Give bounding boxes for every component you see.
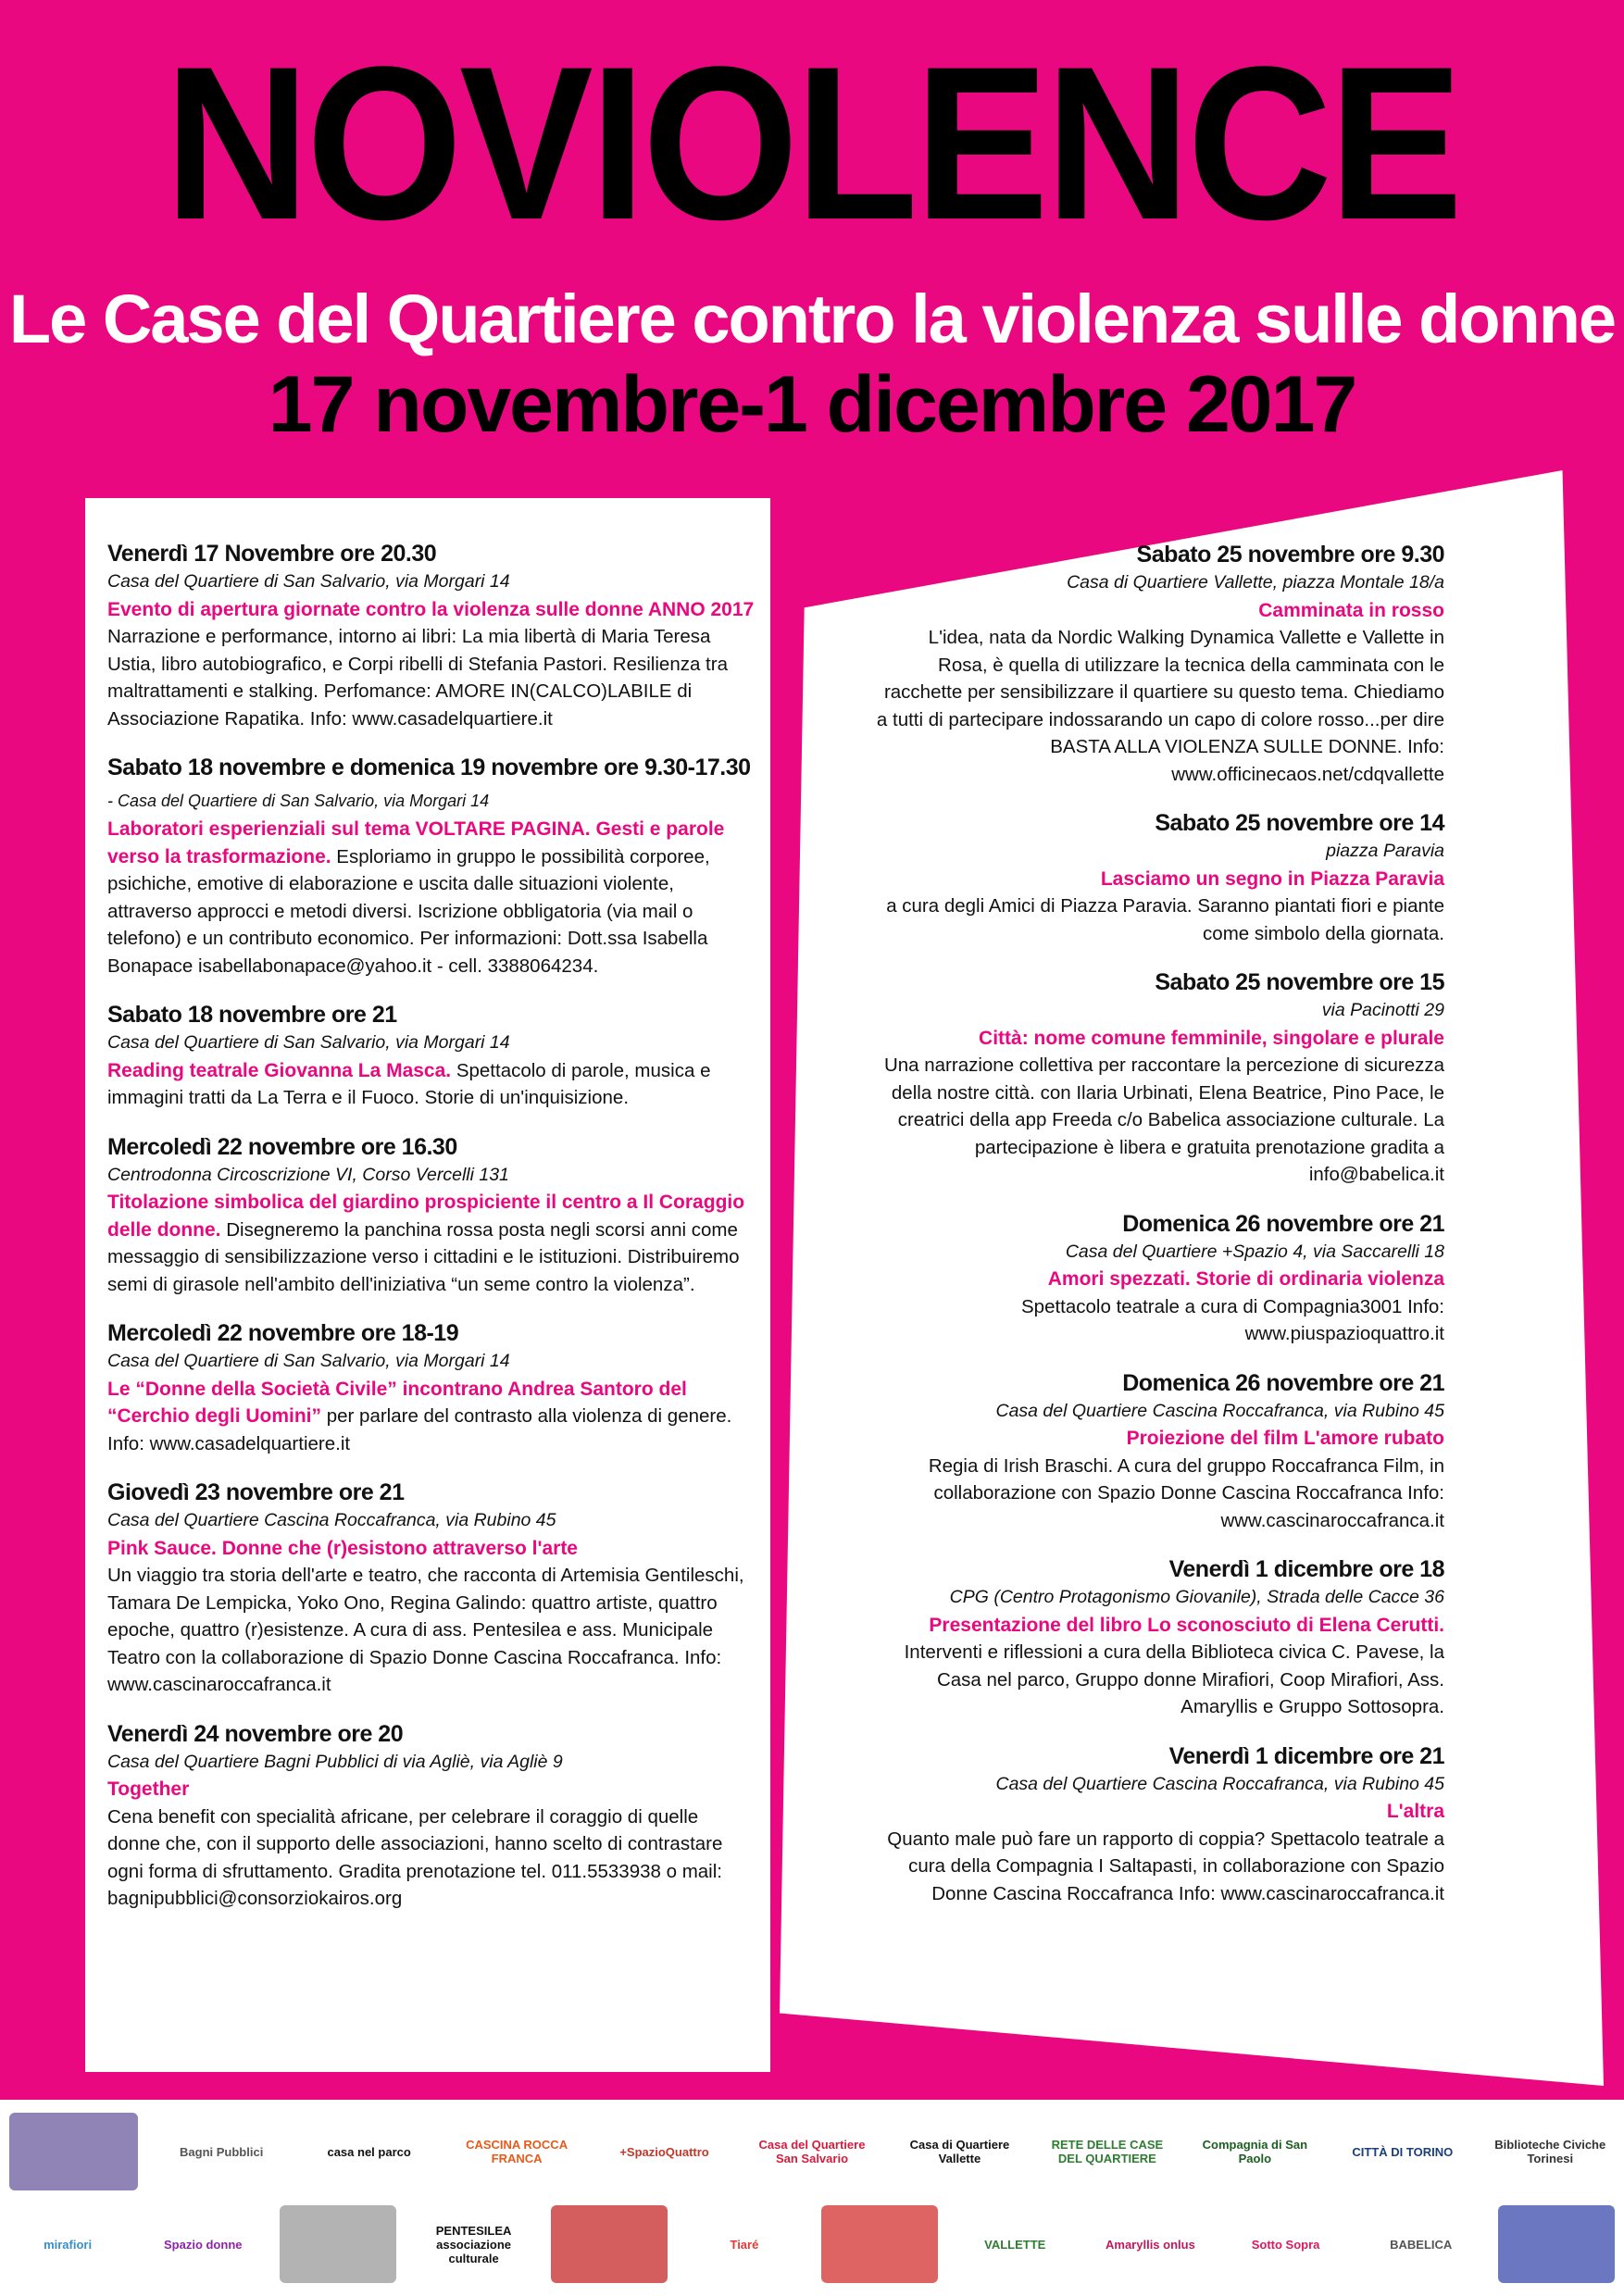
event-title: Titolazione simbolica del giardino prospiciente il centro a Il Coraggio delle donne.	[107, 1192, 745, 1241]
event-title: Laboratori esperienziali sul tema VOLTARE PAGINA. Gesti e parole verso la trasformazione.	[107, 818, 725, 867]
logo-label: CASCINA ROCCA FRANCA	[466, 2138, 568, 2165]
poster-subtitle: Le Case del Quartiere contro la violenza sulle donne	[8, 281, 1616, 357]
event-date: Domenica 26 novembre ore 21	[1122, 1210, 1444, 1237]
logo-label: Tiaré	[730, 2237, 759, 2252]
event-item	[874, 1368, 1444, 1535]
logo-casa-vallette	[895, 2113, 1024, 2190]
sponsor-logo-strip	[0, 2100, 1624, 2296]
event-item	[874, 1554, 1444, 1721]
event-date: Mercoledì 22 novembre ore 18-19	[107, 1320, 459, 1346]
logo-compagnia-san-paolo	[1191, 2113, 1319, 2190]
logo-label: Sotto Sopra	[1251, 2237, 1320, 2252]
logo-label: Casa di Quartiere Vallette	[909, 2138, 1010, 2165]
event-title: Le “Donne della Società Civile” incontrano Andrea Santoro del “Cerchio degli Uomini”	[107, 1378, 687, 1427]
event-item	[874, 1741, 1444, 1908]
event-description-block	[107, 1057, 756, 1112]
event-description: per parlare del contrasto alla violenza di genere. Info: www.casadelquartiere.it	[107, 1405, 732, 1454]
event-date: Sabato 25 novembre ore 15	[1155, 969, 1444, 995]
event-date: Mercoledì 22 novembre ore 16.30	[107, 1133, 457, 1160]
event-item	[107, 1000, 756, 1112]
event-date: Domenica 26 novembre ore 21	[1122, 1369, 1444, 1396]
logo-spazio-quattro	[600, 2113, 729, 2190]
event-description: Interventi e riflessioni a cura della Biblioteca civica C. Pavese, la Casa nel parco, Gruppo donne Mirafiori, Coop Mirafiori, Ass. Amaryllis e Gruppo Sottosopra.	[904, 1641, 1444, 1717]
logo-cascina-roccafranca	[452, 2113, 581, 2190]
logo-illustrazione	[280, 2205, 396, 2283]
event-item	[107, 539, 756, 732]
event-location: Casa del Quartiere Cascina Roccafranca, via Rubino 45	[995, 1773, 1444, 1794]
event-location: Casa del Quartiere di San Salvario, via Morgari 14	[107, 1032, 510, 1053]
event-date: Venerdì 24 novembre ore 20	[107, 1720, 404, 1747]
event-description: Un viaggio tra storia dell'arte e teatro, che racconta di Artemisia Gentileschi, Tamara De Lempicka, Yoko Ono, Regina Galindo: quattro artiste, quattro epoche, quattro (r)esistenze. A cura di ass. Pentesilea e ass. Municipale Teatro con la collaborazione di Spazio Donne Cascina Roccafranca. Info: www.cascinaroccafranca.it	[107, 1565, 744, 1695]
event-location: Casa del Quartiere Bagni Pubblici di via Agliè, via Agliè 9	[107, 1751, 563, 1772]
logo-label: RETE DELLE CASE DEL QUARTIERE	[1051, 2138, 1164, 2165]
event-description: Regia di Irish Braschi. A cura del gruppo Roccafranca Film, in collaborazione con Spazio Donne Cascina Roccafranca Info: www.cascinaroccafranca.it	[928, 1454, 1444, 1531]
event-location: Casa del Quartiere Cascina Roccafranca, via Rubino 45	[107, 1510, 556, 1530]
logo-bagni-pubblici	[156, 2113, 285, 2190]
event-title: Amori spezzati. Storie di ordinaria violenza	[1047, 1268, 1444, 1290]
event-title: Together	[107, 1778, 190, 1800]
logo-mirafiori	[9, 2205, 126, 2283]
event-date: Sabato 25 novembre ore 9.30	[1136, 542, 1444, 568]
event-location: Casa del Quartiere Cascina Roccafranca, via Rubino 45	[995, 1400, 1444, 1421]
event-description: Spettacolo di parole, musica e immagini tratti da La Terra e il Fuoco. Storie di un'inquisizione.	[107, 1059, 711, 1108]
event-location: piazza Paravia	[1326, 841, 1444, 861]
logo-sottosopra-figura	[821, 2205, 938, 2283]
event-title: Pink Sauce. Donne che (r)esistono attraverso l'arte	[107, 1537, 578, 1559]
event-description: a cura degli Amici di Piazza Paravia. Saranno piantati fiori e piante come simbolo della giornata.	[886, 895, 1444, 944]
event-title: Camminata in rosso	[1258, 599, 1444, 621]
event-description-block	[107, 816, 756, 980]
event-item	[874, 808, 1444, 947]
event-location: Casa del Quartiere +Spazio 4, via Saccarelli 18	[1065, 1241, 1444, 1262]
event-date	[107, 753, 756, 816]
logo-associazione	[9, 2113, 138, 2190]
event-description: Quanto male può fare un rapporto di coppia? Spettacolo teatrale a cura della Compagnia I Saltapasti, in collaborazione con Spazio Donne Cascina Roccafranca Info: www.cascinaroccafranca.it	[887, 1828, 1444, 1904]
logo-label: Spazio donne	[163, 2237, 243, 2252]
logo-amaryllis	[1092, 2205, 1208, 2283]
event-title: Presentazione del libro Lo sconosciuto di Elena Cerutti.	[929, 1614, 1444, 1636]
event-location: Casa di Quartiere Vallette, piazza Montale 18/a	[1067, 572, 1444, 593]
event-date: Venerdì 1 dicembre ore 21	[1168, 1742, 1444, 1769]
event-description: Spettacolo teatrale a cura di Compagnia3001 Info: www.piuspazioquattro.it	[1021, 1295, 1444, 1344]
logo-centrodonna	[551, 2205, 668, 2283]
event-title: Proiezione del film L'amore rubato	[1126, 1428, 1444, 1449]
logo-dynamica-vallette	[956, 2205, 1073, 2283]
event-location: Casa del Quartiere di San Salvario, via Morgari 14	[107, 1351, 510, 1371]
event-date-text: Sabato 18 novembre e domenica 19 novembre ore 9.30-17.30	[107, 755, 751, 780]
logo-label: Amaryllis onlus	[1106, 2237, 1195, 2252]
event-title: L'altra	[1386, 1801, 1444, 1822]
event-date: Giovedì 23 novembre ore 21	[107, 1479, 405, 1505]
event-date: Venerdì 1 dicembre ore 18	[1168, 1556, 1444, 1582]
event-item	[874, 540, 1444, 788]
event-item	[874, 1209, 1444, 1348]
logo-rete-case	[1043, 2113, 1171, 2190]
logo-label: BABELICA	[1390, 2237, 1453, 2252]
event-location: CPG (Centro Protagonismo Giovanile), Strada delle Cacce 36	[949, 1587, 1444, 1607]
event-description: Una narrazione collettiva per raccontare la percezione di sicurezza della nostre città. con Ilaria Urbinati, Elena Beatrice, Pino Pace, le creatrici della app Freeda c/o Babelica associazione culturale. La partecipazione è libera e gratuita prenotazione gradita a info@babelica.it	[883, 1054, 1444, 1185]
event-description-block	[107, 1376, 756, 1458]
logo-casa-nel-parco	[305, 2113, 433, 2190]
logo-label: Casa del Quartiere San Salvario	[758, 2138, 866, 2165]
logo-label: Biblioteche Civiche Torinesi	[1494, 2138, 1606, 2165]
event-item	[107, 1719, 756, 1913]
event-title: Città: nome comune femminile, singolare e plurale	[979, 1027, 1444, 1049]
logo-label: mirafiori	[44, 2237, 93, 2252]
event-item	[107, 753, 756, 980]
logo-tiare	[686, 2205, 803, 2283]
logo-compagnia3001	[1498, 2205, 1615, 2283]
event-description: L'idea, nata da Nordic Walking Dynamica Vallette e Vallette in Rosa, è quella di utilizzare la tecnica della camminata con le racchette per sensibilizzare il quartiere su questo tema. Chiediamo a tutti di partecipare indossarando un capo di colore rosso...per dire BASTA ALLA VIOLENZA SULLE DONNE. Info: www.officinecaos.net/cdqvallette	[876, 627, 1444, 785]
event-description-block	[107, 1189, 756, 1298]
event-location: via Pacinotti 29	[1321, 1000, 1444, 1020]
event-item	[107, 1132, 756, 1299]
event-item	[107, 1318, 756, 1457]
logo-label: casa nel parco	[327, 2144, 411, 2159]
right-event-column	[874, 540, 1444, 1928]
event-date: Venerdì 17 Novembre ore 20.30	[107, 541, 437, 567]
event-title: Reading teatrale Giovanna La Masca.	[107, 1059, 452, 1081]
logo-label: +SpazioQuattro	[619, 2144, 709, 2159]
logo-sottosopra	[1228, 2205, 1344, 2283]
left-event-column	[107, 539, 756, 1933]
logo-spazio-donne	[144, 2205, 261, 2283]
poster-title: NOVIOLENCE	[164, 21, 1460, 266]
logo-label: CITTÀ DI TORINO	[1352, 2144, 1454, 2159]
poster-dates: 17 novembre-1 dicembre 2017	[268, 360, 1356, 449]
event-location: Casa del Quartiere di San Salvario, via Morgari 14	[107, 571, 510, 592]
event-item	[874, 967, 1444, 1189]
logo-label: Bagni Pubblici	[180, 2144, 264, 2159]
logo-san-salvario	[747, 2113, 876, 2190]
logo-citta-torino	[1338, 2113, 1467, 2190]
logo-label: Compagnia di San Paolo	[1202, 2138, 1308, 2165]
logo-pentesilea	[416, 2205, 532, 2283]
logo-label: VALLETTE	[984, 2237, 1046, 2252]
event-title: Lasciamo un segno in Piazza Paravia	[1100, 867, 1444, 890]
event-title: Evento di apertura giornate contro la violenza sulle donne ANNO 2017	[107, 598, 755, 620]
event-item	[107, 1478, 756, 1699]
logo-biblioteche	[1486, 2113, 1615, 2190]
event-description: Disegneremo la panchina rossa posta negli scorsi anni come messaggio di sensibilizzazione verso i cittadini e le istituzioni. Distribuiremo semi di girasole nell'ambito dell'iniziativa “un seme contro la violenza”.	[107, 1218, 740, 1295]
event-date: Sabato 25 novembre ore 14	[1155, 810, 1444, 836]
logo-label: PENTESILEA associazione culturale	[435, 2223, 512, 2265]
logo-babelica	[1363, 2205, 1480, 2283]
event-date: Sabato 18 novembre ore 21	[107, 1002, 397, 1028]
event-location: - Casa del Quartiere di San Salvario, via Morgari 14	[107, 792, 490, 810]
event-description: Esploriamo in gruppo le possibilità corporee, psichiche, emotive di elaborazione e uscita dalle situazioni violente, attraverso approcci e metodi diversi. Iscrizione obbligatoria (via mail o telefono) e un contributo economico. Per informazioni: Dott.ssa Isabella Bonapace isabellabonapace@yahoo.it - cell. 3388064234.	[107, 845, 710, 977]
event-description: Cena benefit con specialità africane, per celebrare il coraggio di quelle donne che, con il supporto delle associazioni, hanno scelto di contrastare ogni forma di sfruttamento. Gradita prenotazione tel. 011.5533938 o mail: bagnipubblici@consorziokairos.org	[107, 1805, 723, 1909]
event-location: Centrodonna Circoscrizione VI, Corso Vercelli 131	[107, 1164, 509, 1185]
event-description: Narrazione e performance, intorno ai libri: La mia libertà di Maria Teresa Ustia, libro autobiografico, e Corpi ribelli di Stefania Pastori. Resilienza tra maltrattamenti e stalking. Perfomance: AMORE IN(CALCO)LABILE di Associazione Rapatika. Info: www.casadelquartiere.it	[107, 626, 728, 730]
